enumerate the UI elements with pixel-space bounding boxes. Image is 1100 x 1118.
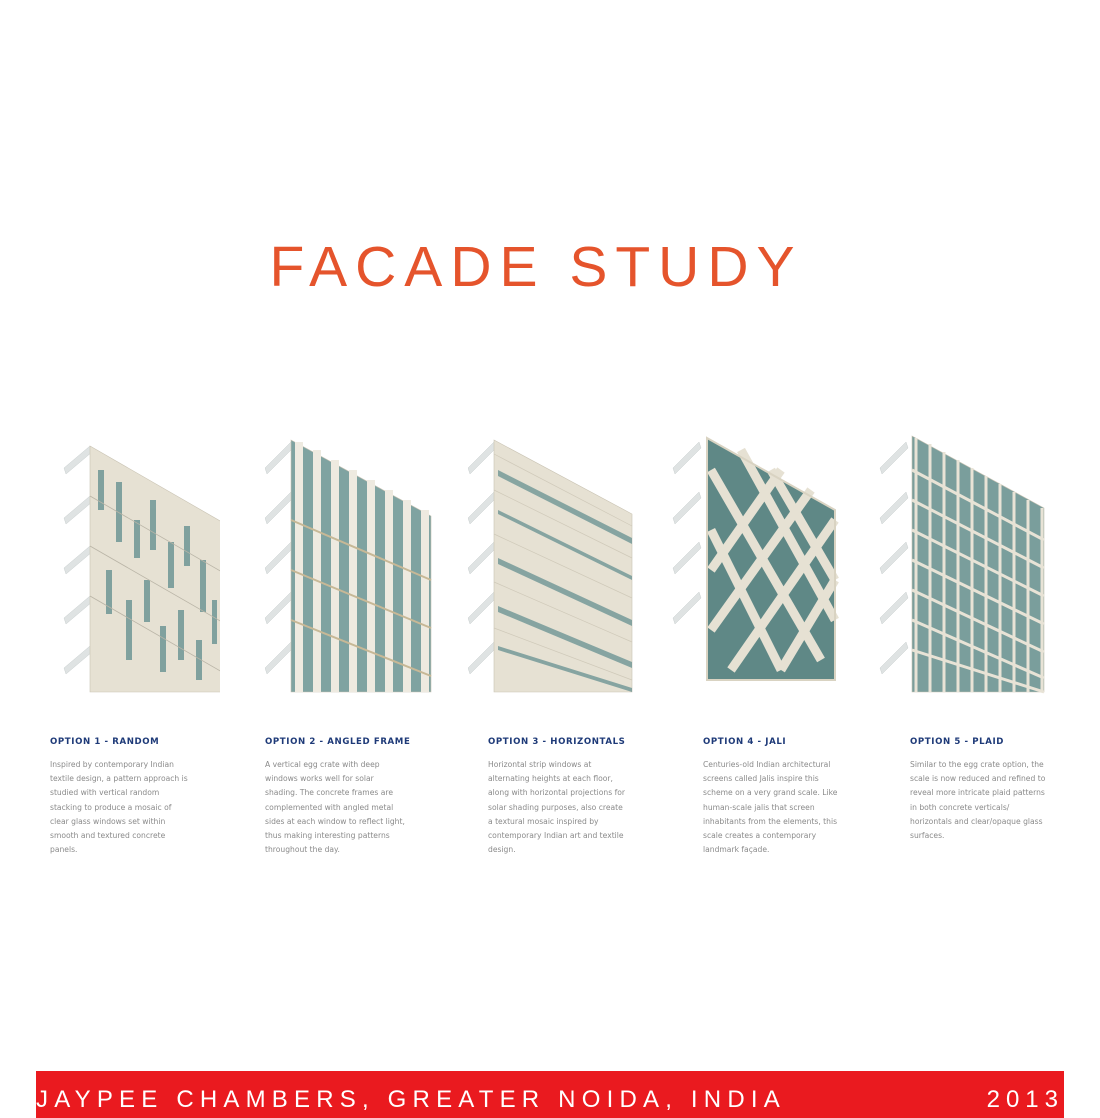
facade-plaid-illustration <box>878 430 1048 700</box>
facade-random-illustration <box>50 430 220 700</box>
facade-render-jali <box>671 430 841 700</box>
option-4-label: OPTION 4 - JALI <box>703 737 787 747</box>
option-2-label: OPTION 2 - ANGLED FRAME <box>265 737 411 747</box>
option-5-label: OPTION 5 - PLAID <box>910 737 1005 747</box>
option-1-description: Inspired by contemporary Indian textile design, a pattern approach is studied with vertical random stacking to produce a mosaic of clear glass windows set within smooth and textured concrete panels. <box>50 760 188 855</box>
option-3-description: Horizontal strip windows at alternating heights at each floor, along with horizontal projections for solar shading purposes, also create a textural mosaic inspired by contemporary Indian art and textile design. <box>488 760 626 855</box>
option-3-label: OPTION 3 - HORIZONTALS <box>488 737 626 747</box>
option-2-description: A vertical egg crate with deep windows works well for solar shading. The concrete frames are complemented with angled metal sides at each window to reflect light, thus making interesting patterns throughout the day. <box>265 760 405 855</box>
facade-angled-frame-illustration <box>265 430 435 700</box>
facade-render-horizontals <box>468 430 638 700</box>
option-4-description: Centuries-old Indian architectural screens called Jalis inspire this scheme on a very grand scale. Like human-scale jalis that screen inhabitants from the elements, this scale creates a contemporary landmark façade. <box>703 760 838 855</box>
footer-project-name: JAYPEE CHAMBERS, GREATER NOIDA, INDIA <box>36 1086 786 1113</box>
facade-jali-illustration <box>671 430 841 700</box>
facade-horizontals-illustration <box>468 430 638 700</box>
footer-year: 2013 <box>986 1086 1064 1113</box>
facade-render-angled-frame <box>265 430 435 700</box>
facade-render-plaid <box>878 430 1048 700</box>
option-1-label: OPTION 1 - RANDOM <box>50 737 160 747</box>
page-title: FACADE STUDY <box>269 235 803 299</box>
facade-render-random <box>50 430 220 700</box>
option-5-description: Similar to the egg crate option, the scale is now reduced and refined to reveal more intricate plaid patterns in both concrete verticals/ horizontals and clear/opaque glass surfaces. <box>910 760 1046 841</box>
